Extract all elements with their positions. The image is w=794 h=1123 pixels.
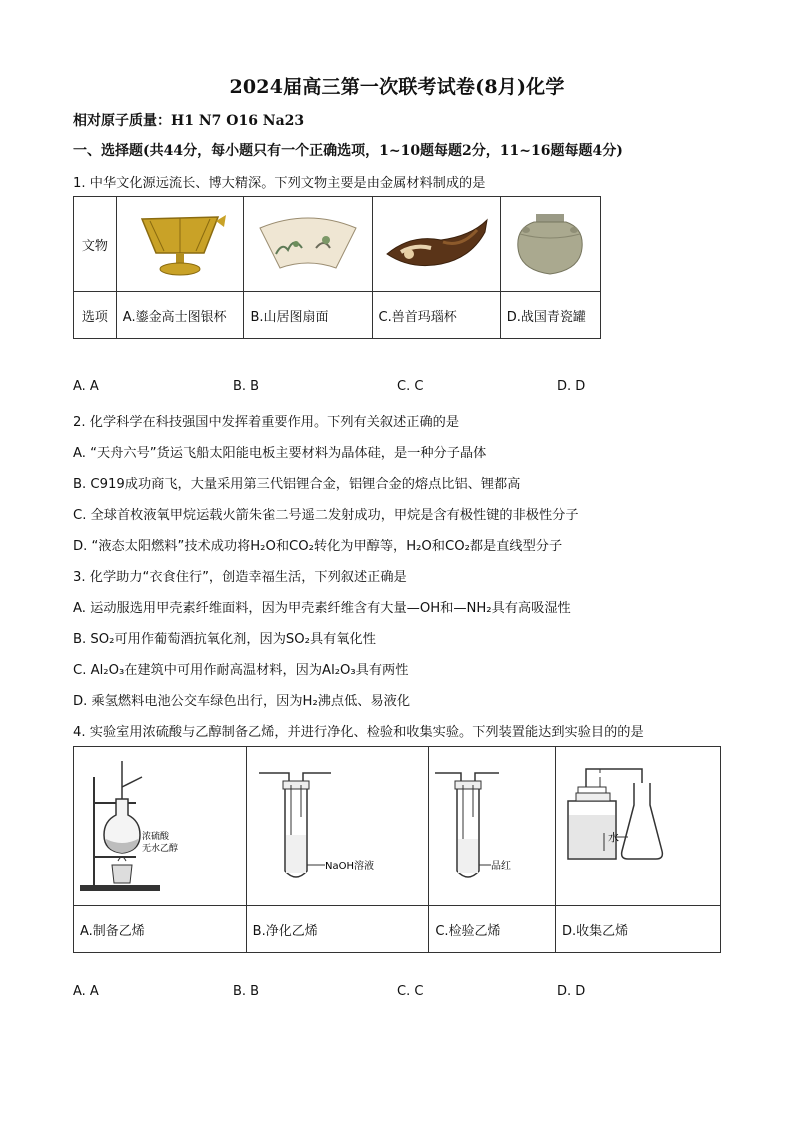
q4-apparatus-d (556, 747, 721, 906)
fan-painting-icon (256, 214, 360, 274)
q1-choice-d[interactable]: D. D (557, 379, 586, 394)
q4-option-c-label: C.检验乙烯 (429, 906, 556, 953)
q3-option-d: D. 乘氢燃料电池公交车绿色出行，因为H₂沸点低、易液化 (73, 694, 411, 709)
fuchsin-testtube-icon (429, 747, 553, 901)
q1-image-a (116, 197, 244, 292)
q4-table (73, 746, 721, 953)
q2-option-b: B. C919成功商飞，大量采用第三代铝锂合金，铝锂合金的熔点比铝、锂都高 (73, 477, 521, 492)
exam-title: 2024届高三第一次联考试卷(8月)化学 (229, 76, 565, 98)
agate-rhyton-icon (381, 214, 491, 274)
q2-option-d: D. “液态太阳燃料”技术成功将H₂O和CO₂转化为甲醇等，H₂O和CO₂都是直线型分子 (73, 539, 563, 554)
q3-option-b: B. SO₂可用作葡萄酒抗氧化剂，因为SO₂具有氧化性 (73, 632, 376, 647)
q2-option-a: A. “天舟六号”货运飞船太阳能电板主要材料为晶体硅，是一种分子晶体 (73, 446, 487, 461)
gilded-cup-icon (132, 209, 228, 279)
q3-option-c: C. Al₂O₃在建筑中可用作耐高温材料，因为Al₂O₃具有两性 (73, 663, 409, 678)
q1-choice-b[interactable]: B. B (233, 379, 260, 394)
q1-option-b-label: B.山居图扇面 (244, 292, 372, 339)
q4-stem: 4. 实验室用浓硫酸与乙醇制备乙烯，并进行净化、检验和收集实验。下列装置能达到实验目的的是 (73, 725, 644, 740)
celadon-jar-icon (510, 208, 590, 280)
q2-option-c: C. 全球首枚液氧甲烷运载火箭朱雀二号遥二发射成功，甲烷是含有极性键的非极性分子 (73, 508, 579, 523)
q4-choice-b[interactable]: B. B (233, 984, 260, 999)
q1-image-b (244, 197, 372, 292)
label-naoh: NaOH溶液 (324, 861, 374, 872)
q4-apparatus-a (74, 747, 247, 906)
q4-choice-c[interactable]: C. C (397, 984, 424, 999)
q1-header-artifact: 文物 (74, 197, 117, 292)
atomic-mass: 相对原子质量：H1 N7 O16 Na23 (73, 113, 305, 129)
q1-choice-a[interactable]: A. A (73, 379, 99, 394)
q4-apparatus-b (246, 747, 429, 906)
q3-stem: 3. 化学助力“衣食住行”，创造幸福生活，下列叙述正确是 (73, 570, 407, 585)
label-fuchsin: 品红 (491, 861, 512, 872)
water-displacement-icon (556, 747, 720, 901)
q4-option-d-label: D.收集乙烯 (556, 906, 721, 953)
ethylene-generator-icon (74, 747, 244, 901)
q4-option-a-label: A.制备乙烯 (74, 906, 247, 953)
q2-stem: 2. 化学科学在科技强国中发挥着重要作用。下列有关叙述正确的是 (73, 415, 460, 430)
q4-option-b-label: B.净化乙烯 (246, 906, 429, 953)
section-heading: 一、选择题(共44分，每小题只有一个正确选项，1~10题每题2分，11~16题每题4分) (73, 143, 623, 159)
q1-option-d-label: D.战国青瓷罐 (500, 292, 600, 339)
label-conc-acid: 浓硫酸 (142, 832, 170, 842)
label-ethanol: 无水乙醇 (142, 844, 179, 854)
q1-table (73, 196, 601, 339)
q4-apparatus-c (429, 747, 556, 906)
q1-option-a-label: A.鎏金高士图银杯 (116, 292, 244, 339)
q1-image-d (500, 197, 600, 292)
q4-choice-d[interactable]: D. D (557, 984, 586, 999)
q4-choice-a[interactable]: A. A (73, 984, 99, 999)
q1-header-option: 选项 (74, 292, 117, 339)
q3-option-a: A. 运动服选用甲壳素纤维面料，因为甲壳素纤维含有大量—OH和—NH₂具有高吸湿性 (73, 601, 571, 616)
label-water: 水 (608, 831, 619, 844)
q1-stem: 1. 中华文化源远流长、博大精深。下列文物主要是由金属材料制成的是 (73, 176, 486, 191)
naoh-washbottle-icon (247, 747, 427, 901)
q1-option-c-label: C.兽首玛瑙杯 (372, 292, 500, 339)
q1-image-c (372, 197, 500, 292)
q1-choice-c[interactable]: C. C (397, 379, 424, 394)
